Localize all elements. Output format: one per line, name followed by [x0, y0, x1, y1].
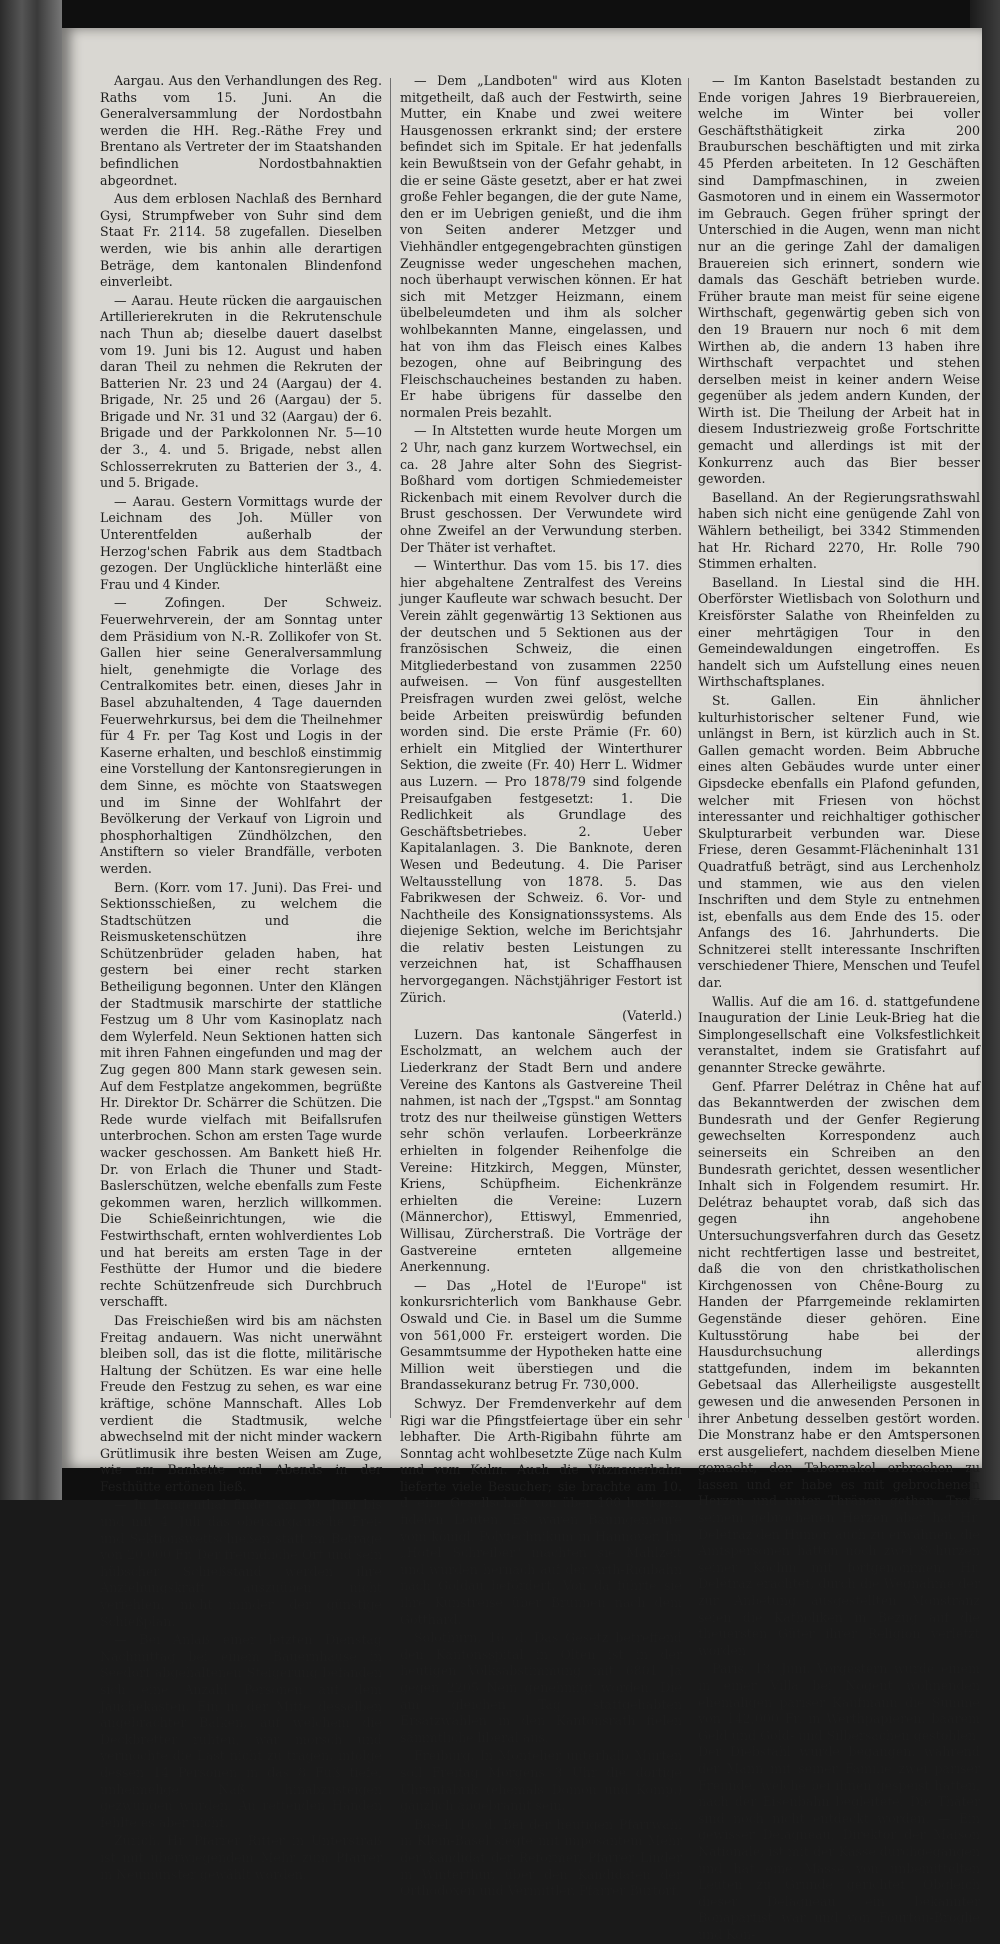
- article-paragraph: Aargau. Aus den Verhandlungen des Reg. Raths vom 15. Juni. An die Generalversammlung der Nordostbahn werden die HH. Reg.-Räthe Frey und Brentano als Vertreter der im Staatshanden befindlichen Nordostbahnaktien abgeordnet.: [100, 73, 382, 188]
- article-paragraph: Luzern. Das kantonale Sängerfest in Escholzmatt, an welchem auch der Liederkranz der Stadt Bern und andere Vereine des Kantons als Gastvereine Theil nahmen, ist nach der „Tgspst." am Sonntag trotz des nur theilweise günstigen Wetters sehr schön verlaufen. Lorbeerkränze erhielten in folgender Reihenfolge die Vereine: Hitzkirch, Meggen, Münster, Kriens, Schüpfheim. Eichenkränze erhielten die Vereine: Luzern (Männerchor), Ettiswyl, Emmenried, Willisau, Zürcherstraß. Die Vorträge der Gastvereine ernteten allgemeine Anerkennung.: [400, 1026, 682, 1275]
- article-paragraph: — Aarau. Heute rücken die aargauischen Artillerierekruten in die Rekrutenschule nach Thun ab; dieselbe dauert daselbst vom 19. Juni bis 12. August und haben daran Theil zu nehmen die Rekruten der Batterien Nr. 23 und 24 (Aargau) der 4. Brigade, Nr. 25 und 26 (Aargau) der 5. Brigade und Nr. 31 und 32 (Aargau) der 6. Brigade und der Parkkolonnen Nr. 5—10 der 3., 4. und 5. Brigade, nebst allen Schlosserrekruten zu Batterien der 3., 4. und 5. Brigade.: [100, 292, 382, 491]
- article-paragraph: Das Freischießen wird bis am nächsten Freitag andauern. Was nicht unerwähnt bleiben soll, das ist die flotte, militärische Haltung der Schützen. Es war eine helle Freude den Festzug zu sehen, es war eine kräftige, schöne Mannschaft. Alles Lob verdient die Stadtmusik, welche abwechselnd mit der nicht minder wackern Grütlimusik ihre besten Weisen am Zuge, wie am Bankette und Abends in der Festhütte ertönen ließ.: [100, 1312, 382, 1494]
- article-paragraph: Baselland. In Liestal sind die HH. Oberförster Wietlisbach von Solothurn und Kreisförster Salathe von Rheinfelden zu einer mehrtägigen Tour in den Gemeindewaldungen eingetroffen. Es handelt sich um Aufstellung eines neuen Wirthschaftsplanes.: [698, 574, 980, 690]
- article-paragraph: — Bei Anlaß einer letzten Dienstag Nachmittag bei einem Bauernhause in Seedorf abgehaltenen Steigerung befanden sich eine Anzahl Personen auf dem Jauchekasten. Ein in der Mitte desselben angebrachter Balken, auf welchem die Deckbretter ruhten, war morsch und vermochte die Last nicht zu tragen, infolge dessen 14 Personen in das 8 Fuß tiefe, unheimelige Naß hinabzusteigen gezwungen wurden. An rettenden Händen fehlte es aber nicht.: [100, 1632, 382, 1830]
- article-paragraph: — Im Kanton Baselstadt bestanden zu Ende vorigen Jahres 19 Bierbrauereien, welche im Winter bei voller Geschäftsthätigkeit zirka 200 Brauburschen beschäftigten und mit zirka 45 Pferden arbeiteten. In 12 Geschäften sind Dampfmaschinen, in zweien Gasmotoren und in einem ein Wassermotor im Gebrauch. Gegen früher springt der Unterschied in die Augen, wenn man nicht nur an die geringe Zahl der damaligen Brauereien sich erinnert, sondern wie damals das Geschäft betrieben wurde. Früher braute man meist für seine eigene Wirthschaft, gegenwärtig geben sich von den 19 Brauern nur noch 6 mit dem Wirthen ab, die andern 13 haben ihre Wirthschaft verpachtet und stehen derselben meist in keiner andern Weise gegenüber als jedem andern Kunden, der Wirth ist. Die Theilung der Arbeit hat in diesem Industriezweig große Fortschritte gemacht und allerdings ist mit der Konkurrenz auch das Bier besser geworden.: [698, 73, 980, 487]
- article-paragraph: St. Gallen. Ein ähnlicher kulturhistorischer seltener Fund, wie unlängst in Bern, ist kürzlich auch in St. Gallen gemacht worden. Beim Abbruche eines alten Gebäudes wurde unter einer Gipsdecke ebenfalls ein Plafond gefunden, welcher mit Friesen von höchst interessanter und reichhaltiger gothischer Skulpturarbeit verbunden war. Diese Friese, deren Gesammt-Flächeninhalt 131 Quadratfuß beträgt, sind aus Lerchenholz und stammen, wie aus den vielen Inschriften und dem Style zu entnehmen ist, ebenfalls aus dem Ende des 15. oder Anfangs des 16. Jahrhunderts. Die Schnitzerei stellt interessante Inschriften verschiedener Thiere, Menschen und Teufel dar.: [698, 692, 980, 991]
- article-paragraph: Paris, 13. Juni. Vorgestern wurde einem in einer Villa bei Nogent wohnenden ehemaligen pariser Kaufmann die Summe von 142,000 Fr. in Werthpapieren, baarem Geld und Gold- und Silbersachen gestohlen. Der Diebstahl wurde begangen, während der Mann mit seiner Familie zwei pariser Freunde, welche bei ihnen gespeist hatten, nach der Eisenbahn begleitete. Die Thäter sind noch nicht entdeckt worden. — Ein gewisser Delagneau, Direktor der Maison Nationale, ist mit der Kasse durchgegangen und hat eine Masse von unbemittelten Leuten zu Grunde gerichtet. Obgleich dieser Delagneau ein bekannter Bonapartist war und von Fourtou-Broglie und Kon-: [698, 1661, 980, 1942]
- article-paragraph: Basel, 16. d. Bei der heutigen Pfarrwahl in Klein-Basel siegte mit imposantem Mehr der Kandidat der Reformer, Pfarrer Linder in Winterthur, über den Kandidaten der Orthodoxen und Vermittler, Pfarrer Burtorf.: [400, 1816, 682, 1899]
- article-paragraph: Schwyz. Der Fremdenverkehr auf dem Rigi war die Pfingstfeiertage über ein sehr lebhafter. Die Arth-Rigibahn führte am Sonntag acht wohlbesetzte Züge nach Kulm und vom Kulm. Auch die Vitznauerbahn lieferte viele Besucher; sie brachte am 10. d. eine Gesellschaft von über 100 lustigen, fidelen Leuten. Es waren Bauingenieure vom königl. Polytechnikum in Hannover. Im „Hotel Schreiber" machten sie Mahlzeit und wurden hernach auf der Arth-Rigibahn nach Goldau befördert. Von da führte sie ihre Kunstreise über Brunnen nach dem Gotthard.: [400, 1395, 682, 1627]
- article-paragraph: Zürich. Hr. Pfarrer Ritter in Unterstraß ist mit überwiegendem Mehr zum Pfarrer in Neumünster gewählt worden.: [100, 1833, 382, 1882]
- article-paragraph: Wallis. Auf die am 16. d. stattgefundene Inauguration der Linie Leuk-Brieg hat die Simplongesellschaft eine Volksfestlichkeit veranstaltet, indem sie Gratisfahrt auf genannter Strecke gewährte.: [698, 993, 980, 1076]
- article-paragraph: Solothurn, 16. d. Das Gesetz betreffend den Kantonsspital in Olten ist in der heutigen Volksabstimmung mit 6801 Ja gegen 2205 Nein genehmigt worden. Die am gleichen Tag stattgehabten Ersatzwahlen in den Kantonsrath fielen sämmtliche liberal aus.: [400, 1630, 682, 1745]
- article-paragraph: Genf. Pfarrer Delétraz in Chêne hat auf das Bekanntwerden der zwischen dem Bundesrath und der Genfer Regierung gewechselten Korrespondenz auch seinerseits ein Schreiben an den Bundesrath gerichtet, dessen wesentlicher Inhalt sich in Folgendem resumirt. Hr. Delétraz behauptet vorab, daß sich das gegen ihn angehobene Untersuchungsverfahren durch das Gesetz nicht rechtfertigen lasse und bestreitet, daß die von den christkatholischen Kirchgenossen von Chêne-Bourg zu Handen der Pfarrgemeinde reklamirten Gegenstände dieser gehören. Eine Kultusstörung habe bei der Hausdurchsuchung allerdings stattgefunden, indem im bekannten Gebetsaal das Allerheiligste ausgestellt gewesen und die anwesenden Personen in ihrer Anbetung desselben gestört worden. Die Monstranz habe er den Amtspersonen erst ausgeliefert, nachdem dieselben Miene gemacht, den Tabernakel erbrechen zu lassen und er habe es mit gebrochenem Herzen und unter Thränen gethan. Trotz seinem gebrochenen Herzen aber hat Hr. Delétraz den Humor, auch zu erwähnen, die Amtspersonen hätten noch zwei Schürzen seiner Köchin mit fortgenommen. Hr. Delétraz erachtet, durch die Wegnahme der zur Anbetung ausgestellten Monstranz seien die Katholiken in Bezug auf die theuersten Güter ihrer Religion verletzt worden.: [698, 1078, 980, 1658]
- article-paragraph: Baselland. An der Regierungsrathswahl haben sich nicht eine genügende Zahl von Wählern betheiligt, bei 3342 Stimmenden hat Hr. Richard 2270, Hr. Rolle 790 Stimmen erhalten.: [698, 489, 980, 572]
- column-2: [400, 73, 682, 1899]
- article-paragraph: — In Altstetten wurde heute Morgen um 2 Uhr, nach ganz kurzem Wortwechsel, ein ca. 28 Jahre alter Sohn des Siegrist-Boßhard vom dortigen Schmiedemeister Rickenbach mit einem Revolver durch die Brust geschossen. Der Verwundete wird ohne Zweifel an der Verwundung sterben. Der Thäter ist verhaftet.: [400, 423, 682, 555]
- column-rule: [390, 78, 391, 1418]
- column-rule: [688, 78, 689, 1418]
- article-paragraph: — Das „Hotel de l'Europe" ist konkursrichterlich vom Bankhause Gebr. Oswald und Cie. in Basel um die Summe von 561,000 Fr. ersteigert worden. Die Gesammtsumme der Hypotheken hatte eine Million weit überstiegen und die Brandassekuranz betrug Fr. 730,000.: [400, 1277, 682, 1393]
- column-1: [100, 73, 382, 1882]
- article-paragraph: Bern. (Korr. vom 17. Juni). Das Frei- und Sektionsschießen, zu welchem die Stadtschützen und die Reismusketenschützen ihre Schützenbrüder geladen haben, hat gestern bei einer recht starken Betheiligung begonnen. Unter den Klängen der Stadtmusik marschirte der stattliche Festzug um 8 Uhr vom Kasinoplatz nach dem Wylerfeld. Neun Sektionen hatten sich mit ihren Fahnen eingefunden und mag der Zug gegen 800 Mann stark gewesen sein. Auf dem Festplatze angekommen, begrüßte Hr. Direktor Dr. Schärrer die Schützen. Die Rede wurde vielfach mit Beifallsrufen unterbrochen. Schon am ersten Tage wurde wacker geschossen. Am Bankett hieß Hr. Dr. von Erlach die Thuner und Stadt-Baslerschützen, welche ebenfalls zum Feste gekommen waren, herzlich willkommen. Die Schießeinrichtungen, wie die Festwirthschaft, ernten wohlverdientes Lob und hat bereits am ersten Tage in der Festhütte der Humor und die biedere rechte Schützenfreude sich Durchbruch verschafft.: [100, 879, 382, 1310]
- column-3: [698, 73, 980, 1942]
- source-credit: (Vaterld.): [622, 1008, 682, 1024]
- article-paragraph: — In Langenthal findet am 30. Juni bis und mit 4. Juli das oberaargauische Frei- und Sektionswettschießen statt im Betrage von 20,000 Fr. Der freundliche Ort und sein hübscher Schießstand werden ihre Anziehungskraft auszuüben nicht verfehlen, nicht minder der günstige Schießplan.: [100, 1497, 382, 1629]
- article-paragraph: — Aarau. Gestern Vormittags wurde der Leichnam des Joh. Müller von Unterentfelden außerhalb der Herzog'schen Fabrik aus dem Stadtbach gezogen. Der Unglückliche hinterläßt eine Frau und 4 Kinder.: [100, 493, 382, 592]
- newspaper-page: [62, 28, 982, 1942]
- article-paragraph: Freiburg. In Montelier unterhalb Murten soll Freitag Morgens 3 Uhr die dortige Uhrenfabrik (ehemals Domon und Komp.) gänzlich abgebrannt sein.: [400, 1748, 682, 1814]
- article-paragraph: — Winterthur. Das vom 15. bis 17. dies hier abgehaltene Zentralfest des Vereins junger Kaufleute war schwach besucht. Der Verein zählt gegenwärtig 13 Sektionen aus der deutschen und 5 Sektionen aus der französischen Schweiz, die einen Mitgliederbestand von zusammen 2250 aufweisen. — Von fünf ausgestellten Preisfragen wurden zwei gelöst, welche beide Arbeiten preiswürdig befunden worden sind. Die erste Prämie (Fr. 60) erhielt ein Mitglied der Winterthurer Sektion, die zweite (Fr. 40) Herr L. Widmer aus Luzern. — Pro 1878/79 sind folgende Preisaufgaben festgesetzt: 1. Die Redlichkeit als Grundlage des Geschäftsbetriebes. 2. Ueber Kapitalanlagen. 3. Die Banknote, deren Wesen und Bedeutung. 4. Die Pariser Weltausstellung von 1878. 5. Das Fabrikwesen der Schweiz. 6. Vor- und Nachtheile des Konsignationssystems. Als diejenige Sektion, welche im Berichtsjahr die relativ besten Leistungen zu verzeichnen hat, ist Schaffhausen hervorgegangen. Nächstjähriger Festort ist Zürich.: [400, 558, 682, 1005]
- article-paragraph: — Zofingen. Der Schweiz. Feuerwehrverein, der am Sonntag unter dem Präsidium von N.-R. Zollikofer von St. Gallen hier seine Generalversammlung hielt, genehmigte die Vorlage des Centralkomites betr. einen, dieses Jahr in Basel abzuhaltenden, 4 Tage dauernden Feuerwehrkursus, bei dem die Theilnehmer für 4 Fr. per Tag Kost und Logis in der Kaserne erhalten, und beschloß einstimmig eine Vorstellung der Kantonsregierungen in dem Sinne, es möchte von Staatswegen und im Sinne der Wohlfahrt der Bevölkerung der Verkauf von Ligroin und phosphorhaltigen Zündhölzchen, den Anstiftern so vieler Brandfälle, verboten werden.: [100, 595, 382, 876]
- book-binding-left: [0, 0, 62, 1500]
- article-paragraph: — Dem „Landboten" wird aus Kloten mitgetheilt, daß auch der Festwirth, seine Mutter, ein Knabe und zwei weitere Hausgenossen erkrankt sind; der erstere befindet sich im Spitale. Er hat jedenfalls kein Bewußtsein von der Gefahr gehabt, in die er seine Gäste gesetzt, aber er hat zwei große Fehler begangen, die der gute Name, den er im Uebrigen genießt, und die ihm von Seiten anderer Metzger und Viehhändler entgegengebrachten günstigen Zeugnisse weder ungeschehen machen, noch überhaupt verwischen können. Er hat sich mit Metzger Heizmann, einem übelbeleumdeten und ihm als solcher wohlbekannten Manne, eingelassen, und hat von ihm das Fleisch eines Kalbes bezogen, ohne auf Beibringung des Fleischschaucheines bestanden zu haben. Er habe übrigens für dasselbe den normalen Preis bezahlt.: [400, 73, 682, 420]
- article-paragraph: Aus dem erblosen Nachlaß des Bernhard Gysi, Strumpfweber von Suhr sind dem Staat Fr. 2114. 58 zugefallen. Dieselben werden, wie bis anhin alle derartigen Beträge, dem kantonalen Blindenfond einverleibt.: [100, 191, 382, 290]
